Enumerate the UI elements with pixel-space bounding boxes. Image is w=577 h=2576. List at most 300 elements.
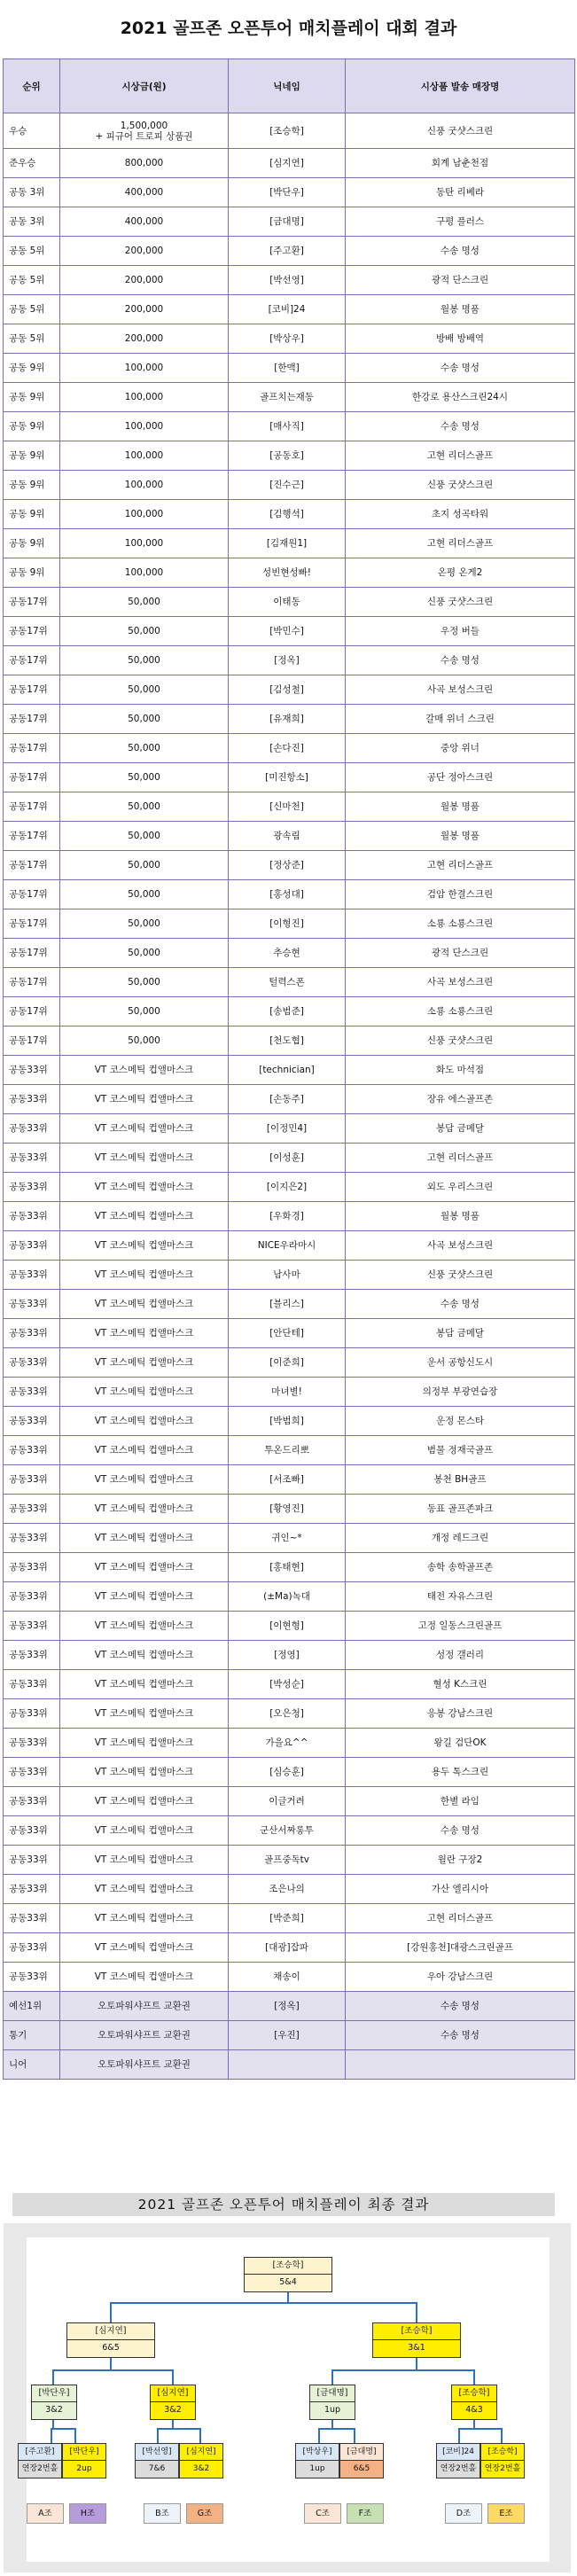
- table-row: [4, 1904, 575, 1933]
- prize-cell: VT 코스메틱 컵앨마스크: [60, 1670, 229, 1699]
- table-row: [4, 1495, 575, 1524]
- rank-cell: 공동33위: [4, 1524, 60, 1553]
- nickname-cell: [technician]: [229, 1056, 346, 1085]
- rank-cell: 공동 9위: [4, 354, 60, 383]
- table-row: [4, 734, 575, 763]
- nickname-cell: [박선영]: [229, 266, 346, 295]
- group-label-d: D조: [445, 2503, 482, 2524]
- rank-cell: 공동33위: [4, 1612, 60, 1641]
- table-row: [4, 1582, 575, 1612]
- prize-cell: 200,000: [60, 324, 229, 354]
- table-row: [4, 1085, 575, 1114]
- nickname-cell: [신마천]: [229, 792, 346, 822]
- store-cell: 우아 강남스크린: [346, 1963, 575, 1992]
- rank-cell: 공동33위: [4, 1641, 60, 1670]
- rank-cell: 공동33위: [4, 1202, 60, 1231]
- table-row: [4, 1933, 575, 1963]
- rank-cell: 공동33위: [4, 1378, 60, 1407]
- nickname-cell: [조승학]: [229, 113, 346, 149]
- rank-cell: 공동 9위: [4, 471, 60, 500]
- semi-left-box: [66, 2322, 155, 2358]
- r16-1-right-name: [박단우]: [62, 2443, 106, 2461]
- prize-cell: 50,000: [60, 939, 229, 968]
- table-row: [4, 1992, 575, 2021]
- table-row: [4, 705, 575, 734]
- r16-4-right-score: 연장2번홀: [480, 2461, 525, 2478]
- r16-4-right-name: [조승학]: [480, 2443, 525, 2461]
- table-row: [4, 1114, 575, 1144]
- prize-cell: VT 코스메틱 컵앨마스크: [60, 1436, 229, 1465]
- table-row: [4, 1290, 575, 1319]
- rank-cell: 공동17위: [4, 909, 60, 939]
- store-cell: 태전 자유스크린: [346, 1582, 575, 1612]
- prize-cell: VT 코스메틱 컵앨마스크: [60, 1553, 229, 1582]
- nickname-cell: [박준희]: [229, 1904, 346, 1933]
- table-row: [4, 822, 575, 851]
- prize-cell: 100,000: [60, 441, 229, 471]
- store-cell: 수송 명성: [346, 1816, 575, 1846]
- store-cell: 월봉 명품: [346, 295, 575, 324]
- quarter-box-1: [31, 2385, 77, 2420]
- nickname-cell: [심지연]: [229, 149, 346, 178]
- table-row: [4, 113, 575, 149]
- prize-cell: VT 코스메틱 컵앨마스크: [60, 1056, 229, 1085]
- rank-cell: 공동17위: [4, 705, 60, 734]
- rank-cell: 공동 9위: [4, 412, 60, 441]
- results-body: [4, 113, 575, 2080]
- nickname-cell: [송범준]: [229, 997, 346, 1026]
- rank-cell: 공동33위: [4, 1144, 60, 1173]
- nickname-cell: [블리스]: [229, 1290, 346, 1319]
- rank-cell: 공동33위: [4, 1670, 60, 1699]
- store-cell: 한강로 용산스크린24시: [346, 383, 575, 412]
- table-row: [4, 1963, 575, 1992]
- store-cell: 용두 톡스크린: [346, 1758, 575, 1787]
- prize-cell: VT 코스메틱 컵앨마스크: [60, 1641, 229, 1670]
- table-row: [4, 529, 575, 558]
- quarter-box-3: [309, 2385, 355, 2420]
- store-cell: [강원홍천]대광스크린골프: [346, 1933, 575, 1963]
- rank-cell: 공동17위: [4, 588, 60, 617]
- table-row: [4, 237, 575, 266]
- prize-cell: VT 코스메틱 컵앨마스크: [60, 1787, 229, 1816]
- prize-cell: VT 코스메틱 컵앨마스크: [60, 1173, 229, 1202]
- store-cell: 화도 마석점: [346, 1056, 575, 1085]
- nickname-cell: [정옥]: [229, 1992, 346, 2021]
- store-cell: 신풍 굿샷스크린: [346, 113, 575, 149]
- prize-cell: 50,000: [60, 1026, 229, 1056]
- results-table: [3, 59, 575, 2080]
- r16-pair-3: [295, 2443, 384, 2478]
- rank-cell: 예선1위: [4, 1992, 60, 2021]
- table-row: [4, 1670, 575, 1699]
- prize-cell: VT 코스메틱 컵앨마스크: [60, 1085, 229, 1114]
- nickname-cell: [진수근]: [229, 471, 346, 500]
- store-cell: 범물 정재국골프: [346, 1436, 575, 1465]
- prize-cell: 100,000: [60, 500, 229, 529]
- rank-cell: 공동33위: [4, 1846, 60, 1875]
- table-row: [4, 412, 575, 441]
- nickname-cell: [박성순]: [229, 1670, 346, 1699]
- store-cell: 월란 구장2: [346, 1846, 575, 1875]
- table-row: [4, 997, 575, 1026]
- prize-cell: VT 코스메틱 컵앨마스크: [60, 1407, 229, 1436]
- prize-cell: 400,000: [60, 207, 229, 237]
- nickname-cell: [손동주]: [229, 1085, 346, 1114]
- rank-cell: 공동33위: [4, 1904, 60, 1933]
- store-cell: 초지 성곡타워: [346, 500, 575, 529]
- table-row: [4, 149, 575, 178]
- rank-cell: 공동33위: [4, 1875, 60, 1904]
- nickname-cell: [천도협]: [229, 1026, 346, 1056]
- prize-cell: 오토파워샤프트 교환권: [60, 2050, 229, 2080]
- nickname-cell: [이현형]: [229, 1612, 346, 1641]
- nickname-cell: [오은청]: [229, 1699, 346, 1729]
- rank-cell: 공동17위: [4, 968, 60, 997]
- nickname-cell: [금대명]: [229, 207, 346, 237]
- prize-cell: VT 코스메틱 컵앨마스크: [60, 1348, 229, 1378]
- store-cell: 동탄 리베라: [346, 178, 575, 207]
- store-cell: 혈성 K스크린: [346, 1670, 575, 1699]
- rank-cell: 공동17위: [4, 734, 60, 763]
- prize-cell: 50,000: [60, 880, 229, 909]
- table-row: [4, 1758, 575, 1787]
- rank-cell: 공동33위: [4, 1729, 60, 1758]
- store-cell: 수송 명성: [346, 646, 575, 675]
- prize-cell: VT 코스메틱 컵앨마스크: [60, 1202, 229, 1231]
- store-cell: 가산 엘리시아: [346, 1875, 575, 1904]
- store-cell: 공단 정아스크린: [346, 763, 575, 792]
- prize-cell: VT 코스메틱 컵앨마스크: [60, 1846, 229, 1875]
- rank-cell: 공동17위: [4, 617, 60, 646]
- prize-cell: 50,000: [60, 763, 229, 792]
- prize-cell: 800,000: [60, 149, 229, 178]
- table-row: [4, 909, 575, 939]
- store-cell: 고현 리더스골프: [346, 529, 575, 558]
- nickname-cell: 이태동: [229, 588, 346, 617]
- nickname-cell: 추승현: [229, 939, 346, 968]
- rank-cell: 공동33위: [4, 1085, 60, 1114]
- table-row: [4, 939, 575, 968]
- store-cell: 사곡 보성스크린: [346, 968, 575, 997]
- nickname-cell: [박민수]: [229, 617, 346, 646]
- prize-cell: 50,000: [60, 705, 229, 734]
- nickname-cell: 투온드리뽀: [229, 1436, 346, 1465]
- store-cell: 동표 골프존파크: [346, 1495, 575, 1524]
- nickname-cell: 군산서짜롱투: [229, 1816, 346, 1846]
- prize-cell: VT 코스메틱 컵앨마스크: [60, 1933, 229, 1963]
- nickname-cell: [박범희]: [229, 1407, 346, 1436]
- prize-cell: 50,000: [60, 588, 229, 617]
- table-row: [4, 383, 575, 412]
- page-title: 2021 골프존 오픈투어 매치플레이 대회 결과: [120, 19, 457, 38]
- table-row: [4, 1846, 575, 1875]
- table-row: [4, 1056, 575, 1085]
- prize-cell: 200,000: [60, 237, 229, 266]
- prize-cell: 50,000: [60, 734, 229, 763]
- nickname-cell: [박상우]: [229, 324, 346, 354]
- rank-cell: 공동33위: [4, 1173, 60, 1202]
- nickname-cell: [이정민4]: [229, 1114, 346, 1144]
- nickname-cell: [김재원1]: [229, 529, 346, 558]
- store-cell: 광적 단스크린: [346, 939, 575, 968]
- nickname-cell: 귀인~*: [229, 1524, 346, 1553]
- table-row: [4, 675, 575, 705]
- prize-cell: 100,000: [60, 412, 229, 441]
- table-row: [4, 1729, 575, 1758]
- nickname-cell: 성빈현성빠!: [229, 558, 346, 588]
- prize-cell: 오토파워샤프트 교환권: [60, 2021, 229, 2050]
- r16-3-right-name: [금대명]: [339, 2443, 384, 2461]
- store-cell: 봉담 금메달: [346, 1114, 575, 1144]
- store-cell: 사곡 보성스크린: [346, 1231, 575, 1261]
- table-row: [4, 1641, 575, 1670]
- store-cell: 구평 플러스: [346, 207, 575, 237]
- rank-cell: 공동 5위: [4, 324, 60, 354]
- r16-1-left-name: [주고환]: [18, 2443, 62, 2461]
- rank-cell: 공동33위: [4, 1699, 60, 1729]
- prize-cell: 50,000: [60, 646, 229, 675]
- store-cell: 수송 명성: [346, 1290, 575, 1319]
- header-prize: 시상금(원): [60, 59, 229, 113]
- store-cell: 월봉 명품: [346, 1202, 575, 1231]
- table-row: [4, 1465, 575, 1495]
- table-row: [4, 763, 575, 792]
- r16-2-left-score: 7&6: [135, 2461, 179, 2478]
- nickname-cell: [매사직]: [229, 412, 346, 441]
- table-row: [4, 588, 575, 617]
- nickname-cell: [이성훈]: [229, 1144, 346, 1173]
- r16-3-left-name: [박상우]: [295, 2443, 339, 2461]
- store-cell: 응봉 강남스크린: [346, 1699, 575, 1729]
- semi-right-name: [조승학]: [373, 2323, 460, 2340]
- rank-cell: 공동33위: [4, 1261, 60, 1290]
- final-box: [244, 2257, 332, 2292]
- store-cell: 수송 명성: [346, 354, 575, 383]
- nickname-cell: [이준희]: [229, 1348, 346, 1378]
- store-cell: 고정 일동스크린골프: [346, 1612, 575, 1641]
- final-name: [조승학]: [245, 2258, 331, 2275]
- table-row: [4, 792, 575, 822]
- prize-cell: 50,000: [60, 792, 229, 822]
- store-cell: 봉담 금메달: [346, 1319, 575, 1348]
- prize-cell: 50,000: [60, 822, 229, 851]
- group-label-h: H조: [69, 2503, 106, 2524]
- store-cell: 운정 몬스타: [346, 1407, 575, 1436]
- store-cell: 우정 버들: [346, 617, 575, 646]
- quarter-1-score: 3&2: [45, 2405, 63, 2415]
- group-label-e: E조: [487, 2503, 525, 2524]
- rank-cell: 공동33위: [4, 1407, 60, 1436]
- nickname-cell: [대광]잡파: [229, 1933, 346, 1963]
- rank-cell: 공동 3위: [4, 178, 60, 207]
- rank-cell: 공동33위: [4, 1319, 60, 1348]
- rank-cell: 공동33위: [4, 1816, 60, 1846]
- nickname-cell: [정상준]: [229, 851, 346, 880]
- semi-right-box: [372, 2322, 461, 2358]
- prize-cell: VT 코스메틱 컵앨마스크: [60, 1963, 229, 1992]
- table-row: [4, 1144, 575, 1173]
- r16-2-right-name: [심지연]: [179, 2443, 223, 2461]
- nickname-cell: [홍태현]: [229, 1553, 346, 1582]
- quarter-3-name: [금대명]: [310, 2385, 355, 2402]
- semi-left-score: 6&5: [102, 2343, 120, 2353]
- nickname-cell: [229, 2050, 346, 2080]
- group-label-g: G조: [186, 2503, 223, 2524]
- table-row: [4, 1202, 575, 1231]
- nickname-cell: NICE우라마시: [229, 1231, 346, 1261]
- store-cell: 외도 우리스크린: [346, 1173, 575, 1202]
- nickname-cell: [손다진]: [229, 734, 346, 763]
- prize-cell: 1,500,000 + 피규어 트로피 상품권: [60, 113, 229, 149]
- rank-cell: 공동33위: [4, 1758, 60, 1787]
- prize-cell: VT 코스메틱 컵앨마스크: [60, 1319, 229, 1348]
- store-cell: 성정 갤러리: [346, 1641, 575, 1670]
- store-cell: 신풍 굿샷스크린: [346, 588, 575, 617]
- nickname-cell: 골프치는재동: [229, 383, 346, 412]
- prize-cell: 200,000: [60, 266, 229, 295]
- nickname-cell: 이글거려: [229, 1787, 346, 1816]
- nickname-cell: 털력스폰: [229, 968, 346, 997]
- group-label-f: F조: [347, 2503, 384, 2524]
- prize-cell: 50,000: [60, 997, 229, 1026]
- table-row: [4, 178, 575, 207]
- table-row: [4, 1348, 575, 1378]
- rank-cell: 공동17위: [4, 822, 60, 851]
- table-row: [4, 1524, 575, 1553]
- bracket-title: 2021 골프존 오픈투어 매치플레이 최종 결과: [12, 2193, 555, 2216]
- store-cell: 온평 온게2: [346, 558, 575, 588]
- rank-cell: 공동33위: [4, 1290, 60, 1319]
- store-cell: 갈매 위너 스크린: [346, 705, 575, 734]
- rank-cell: 공동 9위: [4, 441, 60, 471]
- store-cell: 한별 라임: [346, 1787, 575, 1816]
- r16-pair-4: [436, 2443, 525, 2478]
- nickname-cell: [황영진]: [229, 1495, 346, 1524]
- r16-3-right-score: 6&5: [339, 2461, 384, 2478]
- rank-cell: 공동33위: [4, 1114, 60, 1144]
- store-cell: 신풍 굿샷스크린: [346, 1026, 575, 1056]
- prize-cell: VT 코스메틱 컵앨마스크: [60, 1114, 229, 1144]
- r16-4-left-score: 연장2번홀: [436, 2461, 480, 2478]
- quarter-3-score: 1up: [324, 2405, 341, 2415]
- rank-cell: 공동33위: [4, 1436, 60, 1465]
- rank-cell: 통기: [4, 2021, 60, 2050]
- store-cell: [346, 2050, 575, 2080]
- nickname-cell: [우진]: [229, 2021, 346, 2050]
- table-row: [4, 1261, 575, 1290]
- nickname-cell: 가을요^^: [229, 1729, 346, 1758]
- r16-2-left-name: [박선영]: [135, 2443, 179, 2461]
- bracket-board: [21, 2237, 550, 2562]
- prize-cell: VT 코스메틱 컵앨마스크: [60, 1729, 229, 1758]
- rank-cell: 공동 5위: [4, 295, 60, 324]
- rank-cell: 공동17위: [4, 763, 60, 792]
- semi-left-name: [심지연]: [67, 2323, 154, 2340]
- prize-cell: VT 코스메틱 컵앨마스크: [60, 1699, 229, 1729]
- prize-cell: VT 코스메틱 컵앨마스크: [60, 1231, 229, 1261]
- store-cell: 개정 레드크린: [346, 1524, 575, 1553]
- nickname-cell: 남사마: [229, 1261, 346, 1290]
- nickname-cell: [한맥]: [229, 354, 346, 383]
- nickname-cell: 채송이: [229, 1963, 346, 1992]
- rank-cell: 공동 5위: [4, 237, 60, 266]
- header-nickname: 닉네임: [229, 59, 346, 113]
- rank-cell: 준우승: [4, 149, 60, 178]
- rank-cell: 공동17위: [4, 939, 60, 968]
- r16-2-right-score: 3&2: [179, 2461, 223, 2478]
- rank-cell: 공동17위: [4, 997, 60, 1026]
- table-row: [4, 1319, 575, 1348]
- rank-cell: 공동 9위: [4, 529, 60, 558]
- r16-pair-2: [135, 2443, 223, 2478]
- group-label-b: B조: [144, 2503, 181, 2524]
- rank-cell: 공동17위: [4, 880, 60, 909]
- table-row: [4, 558, 575, 588]
- prize-cell: 50,000: [60, 617, 229, 646]
- quarter-2-name: [심지연]: [151, 2385, 195, 2402]
- prize-cell: 오토파워샤프트 교환권: [60, 1992, 229, 2021]
- table-row: [4, 266, 575, 295]
- quarter-box-4: [451, 2385, 497, 2420]
- prize-cell: 200,000: [60, 295, 229, 324]
- rank-cell: 공동 3위: [4, 207, 60, 237]
- rank-cell: 공동17위: [4, 792, 60, 822]
- quarter-4-name: [조승학]: [452, 2385, 496, 2402]
- store-cell: 고현 리더스골프: [346, 851, 575, 880]
- table-row: [4, 1816, 575, 1846]
- store-cell: 방배 방배역: [346, 324, 575, 354]
- prize-cell: VT 코스메틱 컵앨마스크: [60, 1495, 229, 1524]
- rank-cell: 니어: [4, 2050, 60, 2080]
- rank-cell: 공동17위: [4, 1026, 60, 1056]
- nickname-cell: [미진항소]: [229, 763, 346, 792]
- store-cell: 수송 명성: [346, 237, 575, 266]
- prize-cell: 100,000: [60, 383, 229, 412]
- nickname-cell: [공동호]: [229, 441, 346, 471]
- prize-cell: VT 코스메틱 컵앨마스크: [60, 1465, 229, 1495]
- rank-cell: 공동33위: [4, 1582, 60, 1612]
- table-row: [4, 441, 575, 471]
- store-cell: 고현 리더스골프: [346, 1144, 575, 1173]
- prize-cell: VT 코스메틱 컵앨마스크: [60, 1144, 229, 1173]
- group-label-a: A조: [27, 2503, 64, 2524]
- prize-cell: VT 코스메틱 컵앨마스크: [60, 1261, 229, 1290]
- rank-cell: 공동 9위: [4, 500, 60, 529]
- store-cell: 송학 송학골프존: [346, 1553, 575, 1582]
- nickname-cell: 광속림: [229, 822, 346, 851]
- prize-cell: 400,000: [60, 178, 229, 207]
- rank-cell: 공동 5위: [4, 266, 60, 295]
- nickname-cell: [안단테]: [229, 1319, 346, 1348]
- rank-cell: 공동17위: [4, 675, 60, 705]
- store-cell: 신풍 굿샷스크린: [346, 1261, 575, 1290]
- store-cell: 수송 명성: [346, 2021, 575, 2050]
- nickname-cell: 마녀별!: [229, 1378, 346, 1407]
- store-cell: 사곡 보성스크린: [346, 675, 575, 705]
- table-row: [4, 1787, 575, 1816]
- nickname-cell: [유재희]: [229, 705, 346, 734]
- prize-cell: VT 코스메틱 컵앨마스크: [60, 1524, 229, 1553]
- store-cell: 소룡 소룡스크린: [346, 997, 575, 1026]
- prize-cell: VT 코스메틱 컵앨마스크: [60, 1582, 229, 1612]
- nickname-cell: 조은나의: [229, 1875, 346, 1904]
- prize-cell: VT 코스메틱 컵앨마스크: [60, 1290, 229, 1319]
- table-row: [4, 1436, 575, 1465]
- rank-cell: 공동33위: [4, 1231, 60, 1261]
- store-cell: 운서 공항신도시: [346, 1348, 575, 1378]
- table-row: [4, 1553, 575, 1582]
